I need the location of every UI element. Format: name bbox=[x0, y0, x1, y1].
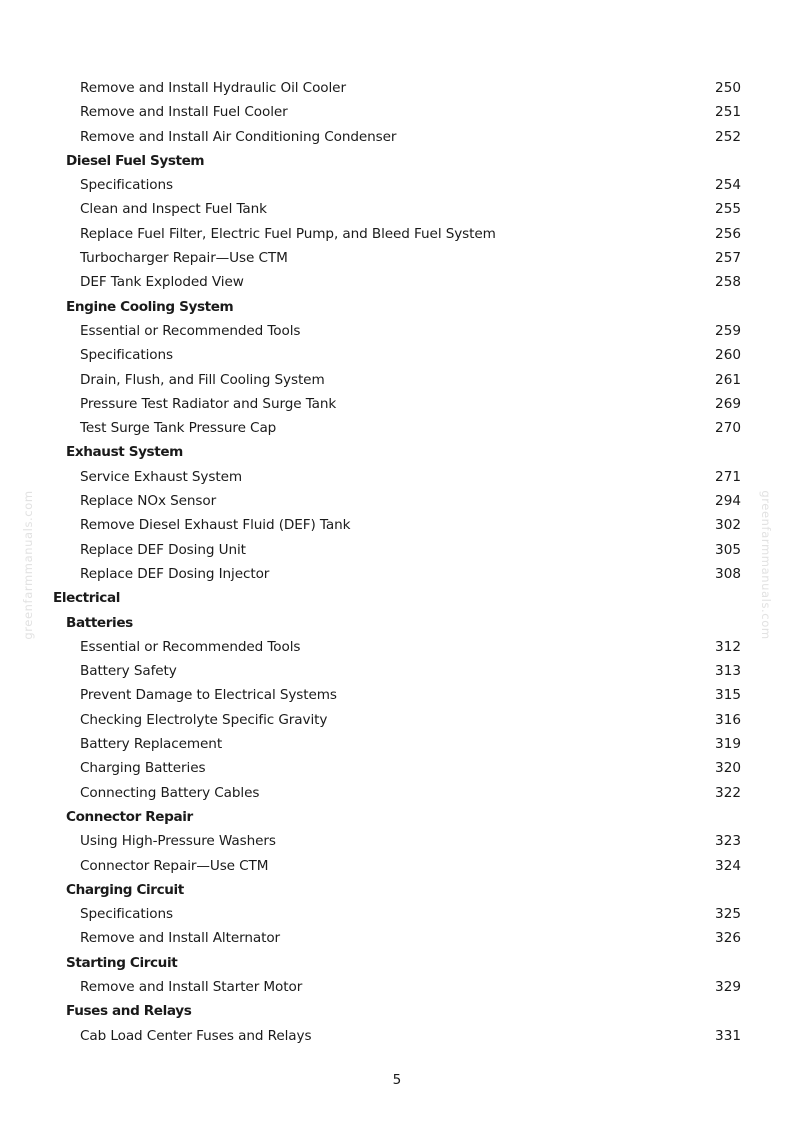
toc-entry-title: Specifications bbox=[80, 906, 173, 923]
toc-entry-title: Remove and Install Air Conditioning Condenser bbox=[80, 128, 397, 145]
toc-entry bbox=[0, 270, 794, 294]
toc-section-heading bbox=[0, 149, 794, 173]
toc-entry-page: 255 bbox=[715, 201, 741, 218]
page-number: 5 bbox=[392, 1072, 402, 1088]
toc-entry-page: 254 bbox=[715, 177, 741, 194]
toc-entry-title: Remove and Install Alternator bbox=[80, 930, 281, 947]
toc-entry bbox=[0, 975, 794, 999]
toc-entry bbox=[0, 708, 794, 732]
toc-entry-page: 320 bbox=[715, 760, 741, 777]
toc-entry bbox=[0, 902, 794, 926]
toc-entry-title: Drain, Flush, and Fill Cooling System bbox=[80, 371, 325, 388]
toc-section-heading bbox=[0, 878, 794, 902]
toc-section-heading bbox=[0, 586, 794, 610]
watermark-right: greenfarmmanuals.com bbox=[759, 490, 773, 640]
toc-entry-title: Charging Batteries bbox=[80, 760, 206, 777]
toc-entry-page: 271 bbox=[715, 468, 741, 485]
toc-entry-title: Remove Diesel Exhaust Fluid (DEF) Tank bbox=[80, 517, 351, 534]
toc-entry-title: Test Surge Tank Pressure Cap bbox=[80, 420, 277, 437]
toc-entry bbox=[0, 732, 794, 756]
toc-entry-page: 258 bbox=[715, 274, 741, 291]
toc-entry-title: Using High-Pressure Washers bbox=[80, 833, 276, 850]
toc-entry-title: Connecting Battery Cables bbox=[80, 784, 260, 801]
toc-entry-page: 305 bbox=[715, 541, 741, 558]
toc-entry-title: Clean and Inspect Fuel Tank bbox=[80, 201, 267, 218]
toc-entry-title: Remove and Install Starter Motor bbox=[80, 978, 303, 995]
toc-entry-title: Turbocharger Repair—Use CTM bbox=[80, 250, 288, 267]
toc-section-heading bbox=[0, 295, 794, 319]
toc-entry bbox=[0, 465, 794, 489]
toc-entry-title: Electrical bbox=[53, 590, 120, 607]
toc-entry bbox=[0, 854, 794, 878]
toc-entry bbox=[0, 781, 794, 805]
toc-entry-title: Battery Replacement bbox=[80, 736, 223, 753]
toc-entry-title: Prevent Damage to Electrical Systems bbox=[80, 687, 337, 704]
toc-entry-page: 302 bbox=[715, 517, 741, 534]
toc-entry-page: 256 bbox=[715, 225, 741, 242]
toc-entry-title: Starting Circuit bbox=[66, 954, 178, 971]
toc-entry bbox=[0, 1024, 794, 1048]
toc-entry bbox=[0, 368, 794, 392]
toc-entry-title: Replace DEF Dosing Unit bbox=[80, 541, 246, 558]
toc-entry-title: Batteries bbox=[66, 614, 133, 631]
toc-section-heading bbox=[0, 999, 794, 1023]
toc-entry bbox=[0, 392, 794, 416]
toc-entry-title: Replace NOx Sensor bbox=[80, 493, 217, 510]
toc-entry-title: Checking Electrolyte Specific Gravity bbox=[80, 711, 328, 728]
toc-entry-page: 313 bbox=[715, 663, 741, 680]
toc-section-heading bbox=[0, 611, 794, 635]
toc-entry bbox=[0, 246, 794, 270]
toc-entry bbox=[0, 756, 794, 780]
toc-entry-page: 257 bbox=[715, 250, 741, 267]
toc-entry-page: 260 bbox=[715, 347, 741, 364]
toc-entry-title: Battery Safety bbox=[80, 663, 177, 680]
toc-entry bbox=[0, 683, 794, 707]
toc-section-heading bbox=[0, 440, 794, 464]
toc-entry-title: Exhaust System bbox=[66, 444, 183, 461]
toc-entry bbox=[0, 635, 794, 659]
toc-entry bbox=[0, 173, 794, 197]
watermark-left: greenfarmmanuals.com bbox=[21, 490, 35, 640]
toc-entry-title: Connector Repair—Use CTM bbox=[80, 857, 269, 874]
toc-entry-title: Essential or Recommended Tools bbox=[80, 322, 301, 339]
toc-entry-page: 331 bbox=[715, 1027, 741, 1044]
toc-entry bbox=[0, 926, 794, 950]
toc-section-heading bbox=[0, 805, 794, 829]
toc-entry-page: 323 bbox=[715, 833, 741, 850]
toc-entry bbox=[0, 538, 794, 562]
toc-entry-title: Remove and Install Hydraulic Oil Cooler bbox=[80, 80, 346, 96]
toc-entry-title: Service Exhaust System bbox=[80, 468, 242, 485]
toc-entry-page: 312 bbox=[715, 638, 741, 655]
toc-entry bbox=[0, 125, 794, 149]
toc-entry-title: Charging Circuit bbox=[66, 881, 184, 898]
toc-entry-page: 259 bbox=[715, 322, 741, 339]
toc-entry-title: Replace DEF Dosing Injector bbox=[80, 565, 270, 582]
toc-entry-title: Fuses and Relays bbox=[66, 1003, 192, 1020]
toc-entry-title: Remove and Install Fuel Cooler bbox=[80, 104, 288, 121]
toc-entry-title: Cab Load Center Fuses and Relays bbox=[80, 1027, 312, 1044]
toc-entry-title: Essential or Recommended Tools bbox=[80, 638, 301, 655]
toc-entry-page: 294 bbox=[715, 493, 741, 510]
toc-entry-page: 269 bbox=[715, 395, 741, 412]
toc-entry bbox=[0, 343, 794, 367]
toc-entry-page: 315 bbox=[715, 687, 741, 704]
toc-entry-title: Connector Repair bbox=[66, 808, 193, 825]
toc-entry-page: 329 bbox=[715, 978, 741, 995]
toc-entry-page: 251 bbox=[715, 104, 741, 121]
toc-entry-title: Engine Cooling System bbox=[66, 298, 234, 315]
toc-entry-page: 324 bbox=[715, 857, 741, 874]
toc-entry-page: 261 bbox=[715, 371, 741, 388]
toc-entry-title: Pressure Test Radiator and Surge Tank bbox=[80, 395, 337, 412]
toc-entry bbox=[0, 562, 794, 586]
toc-entry bbox=[0, 197, 794, 221]
toc-entry bbox=[0, 416, 794, 440]
toc-entry bbox=[0, 76, 794, 100]
toc-entry bbox=[0, 489, 794, 513]
table-of-contents bbox=[0, 76, 794, 1048]
toc-entry-title: DEF Tank Exploded View bbox=[80, 274, 244, 291]
toc-entry-page: 308 bbox=[715, 565, 741, 582]
toc-entry-page: 319 bbox=[715, 736, 741, 753]
toc-entry-page: 316 bbox=[715, 711, 741, 728]
toc-entry-page: 252 bbox=[715, 128, 741, 145]
toc-entry-title: Diesel Fuel System bbox=[66, 152, 205, 169]
toc-section-heading bbox=[0, 951, 794, 975]
toc-entry bbox=[0, 222, 794, 246]
toc-entry bbox=[0, 829, 794, 853]
toc-entry bbox=[0, 659, 794, 683]
toc-entry-page: 322 bbox=[715, 784, 741, 801]
toc-entry bbox=[0, 513, 794, 537]
toc-entry-title: Specifications bbox=[80, 177, 173, 194]
toc-entry-title: Replace Fuel Filter, Electric Fuel Pump, and Bleed Fuel System bbox=[80, 225, 496, 242]
toc-entry-page: 250 bbox=[715, 80, 741, 96]
toc-entry-page: 325 bbox=[715, 906, 741, 923]
toc-entry bbox=[0, 319, 794, 343]
toc-entry bbox=[0, 100, 794, 124]
toc-entry-title: Specifications bbox=[80, 347, 173, 364]
toc-entry-page: 270 bbox=[715, 420, 741, 437]
toc-entry-page: 326 bbox=[715, 930, 741, 947]
